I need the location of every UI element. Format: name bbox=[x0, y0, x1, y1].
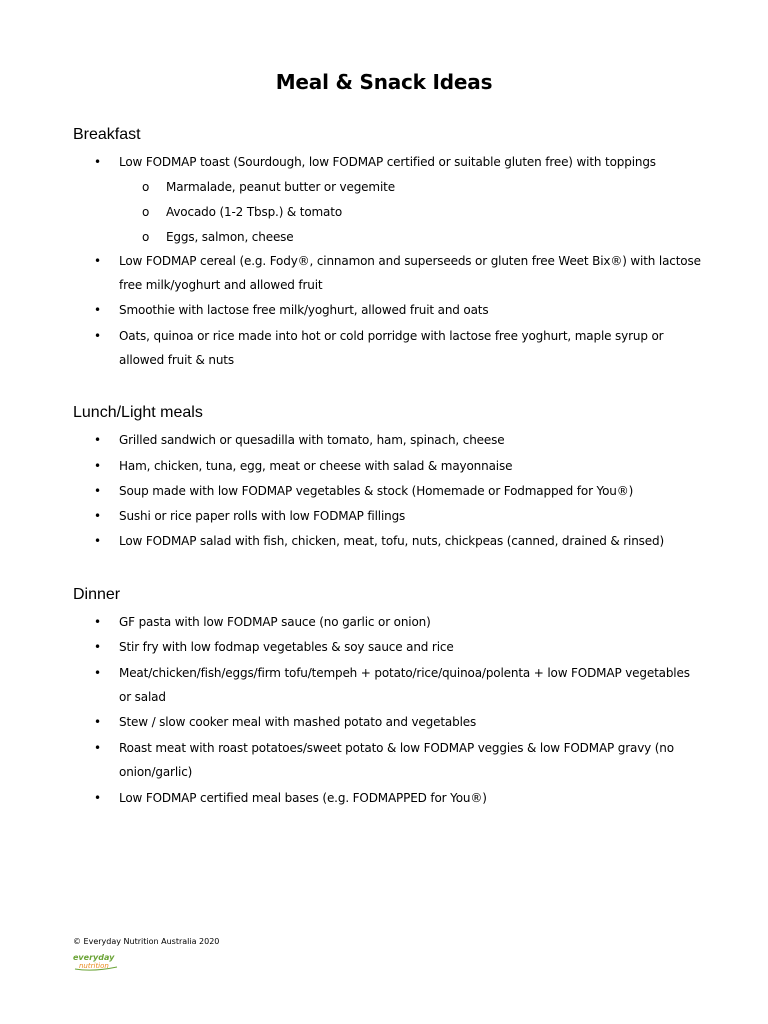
bullet: • bbox=[94, 329, 102, 343]
bullet: • bbox=[94, 459, 102, 473]
sub-bullet: o bbox=[142, 205, 150, 219]
section-heading-dinner: Dinner bbox=[73, 586, 121, 603]
list-item: Ham, chicken, tuna, egg, meat or cheese with salad & mayonnaise bbox=[119, 459, 513, 473]
list-item: Oats, quinoa or rice made into hot or cold porridge with lactose free yoghurt, maple syrup or bbox=[119, 329, 664, 343]
bullet: • bbox=[94, 615, 102, 629]
list-item: Low FODMAP toast (Sourdough, low FODMAP certified or suitable gluten free) with toppings bbox=[119, 155, 656, 169]
list-item-continuation: or salad bbox=[119, 690, 166, 704]
sub-list-item: Eggs, salmon, cheese bbox=[166, 230, 294, 244]
bullet: • bbox=[94, 433, 102, 447]
list-item: Low FODMAP certified meal bases (e.g. FODMAPPED for You®) bbox=[119, 791, 487, 805]
bullet: • bbox=[94, 715, 102, 729]
list-item: Stir fry with low fodmap vegetables & soy sauce and rice bbox=[119, 640, 454, 654]
bullet: • bbox=[94, 534, 102, 548]
bullet: • bbox=[94, 791, 102, 805]
list-item: Grilled sandwich or quesadilla with tomato, ham, spinach, cheese bbox=[119, 433, 505, 447]
sub-bullet: o bbox=[142, 180, 150, 194]
bullet: • bbox=[94, 484, 102, 498]
list-item: Soup made with low FODMAP vegetables & stock (Homemade or Fodmapped for You®) bbox=[119, 484, 634, 498]
bullet: • bbox=[94, 155, 102, 169]
copyright-footer: © Everyday Nutrition Australia 2020 bbox=[73, 937, 220, 946]
logo-line2: nutrition bbox=[79, 962, 109, 970]
list-item: Stew / slow cooker meal with mashed potato and vegetables bbox=[119, 715, 477, 729]
list-item: Meat/chicken/fish/eggs/firm tofu/tempeh + potato/rice/quinoa/polenta + low FODMAP vegetables bbox=[119, 666, 690, 680]
list-item-continuation: allowed fruit & nuts bbox=[119, 353, 234, 367]
list-item: Smoothie with lactose free milk/yoghurt, allowed fruit and oats bbox=[119, 303, 489, 317]
sub-list-item: Marmalade, peanut butter or vegemite bbox=[166, 180, 395, 194]
section-heading-lunch: Lunch/Light meals bbox=[73, 404, 203, 421]
sub-bullet: o bbox=[142, 230, 150, 244]
bullet: • bbox=[94, 254, 102, 268]
list-item: GF pasta with low FODMAP sauce (no garlic or onion) bbox=[119, 615, 431, 629]
list-item: Roast meat with roast potatoes/sweet potato & low FODMAP veggies & low FODMAP gravy (no bbox=[119, 741, 674, 755]
section-heading-breakfast: Breakfast bbox=[73, 126, 141, 143]
list-item: Low FODMAP salad with fish, chicken, meat, tofu, nuts, chickpeas (canned, drained & rinsed) bbox=[119, 534, 664, 548]
page-title: Meal & Snack Ideas bbox=[275, 70, 493, 94]
logo-line1: everyday bbox=[73, 953, 115, 962]
list-item-continuation: free milk/yoghurt and allowed fruit bbox=[119, 278, 323, 292]
bullet: • bbox=[94, 640, 102, 654]
bullet: • bbox=[94, 509, 102, 523]
list-item: Low FODMAP cereal (e.g. Fody®, cinnamon and superseeds or gluten free Weet Bix®) with lactose bbox=[119, 254, 701, 268]
sub-list-item: Avocado (1-2 Tbsp.) & tomato bbox=[166, 205, 343, 219]
everyday-nutrition-logo bbox=[73, 952, 121, 972]
bullet: • bbox=[94, 741, 102, 755]
list-item-continuation: onion/garlic) bbox=[119, 765, 193, 779]
bullet: • bbox=[94, 303, 102, 317]
bullet: • bbox=[94, 666, 102, 680]
list-item: Sushi or rice paper rolls with low FODMAP fillings bbox=[119, 509, 406, 523]
